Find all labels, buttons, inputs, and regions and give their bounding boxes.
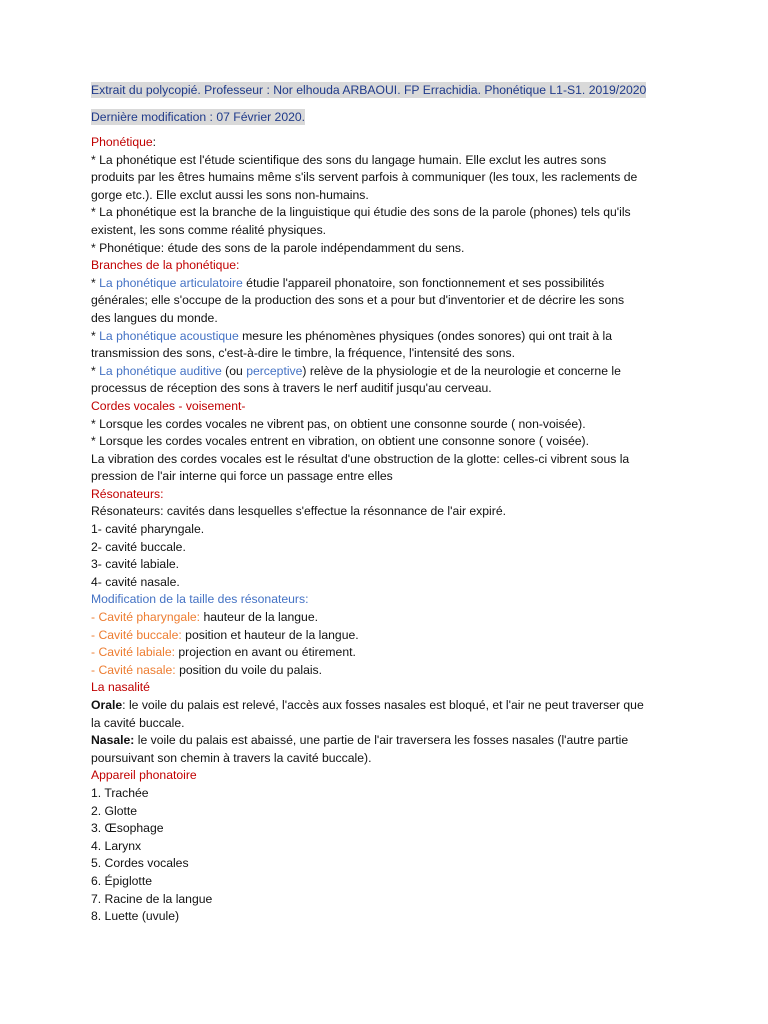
list-item: 3- cavité labiale. xyxy=(91,557,180,572)
section-title-appareil: Appareil phonatoire xyxy=(91,768,197,783)
list-item: 5. Cordes vocales xyxy=(91,856,189,871)
list-item: - Cavité labiale: projection en avant ou étirement. xyxy=(91,645,356,660)
document-content xyxy=(91,82,691,926)
paragraph-line: Résonateurs: cavités dans lesquelles s'effectue la résonnance de l'air expiré. xyxy=(91,504,506,519)
paragraph-line: * La phonétique articulatoire étudie l'appareil phonatoire, son fonctionnement et ses possibilités xyxy=(91,275,605,290)
paragraph-line: * Lorsque les cordes vocales ne vibrent pas, on obtient une consonne sourde ( non-voisée). xyxy=(91,416,586,431)
section-title-resonateurs: Résonateurs: xyxy=(91,486,164,501)
subsection-title-modification: Modification de la taille des résonateurs: xyxy=(91,592,309,607)
paragraph-line: * Phonétique: étude des sons de la parole indépendamment du sens. xyxy=(91,240,465,255)
paragraph-line: Nasale: le voile du palais est abaissé, une partie de l'air traversera les fosses nasales (l'autre partie xyxy=(91,733,629,748)
paragraph-line: transmission des sons, c'est-à-dire le timbre, la fréquence, l'intensité des sons. xyxy=(91,346,515,361)
list-item: 2- cavité buccale. xyxy=(91,539,186,554)
section-title-phonetique: Phonétique: xyxy=(91,135,157,149)
list-item: 3. Œsophage xyxy=(91,821,164,836)
header-source: Extrait du polycopié. Professeur : Nor elhouda ARBAOUI. FP Errachidia. Phonétique L1-S1. 2019/2020 xyxy=(91,83,647,97)
section-title-branches: Branches de la phonétique: xyxy=(91,258,240,273)
list-item: - Cavité buccale: position et hauteur de la langue. xyxy=(91,627,359,642)
term-perceptive: perceptive xyxy=(246,363,303,378)
list-item: 4. Larynx xyxy=(91,838,142,853)
list-item: 7. Racine de la langue xyxy=(91,891,213,906)
list-item: - Cavité pharyngale: hauteur de la langue. xyxy=(91,610,318,625)
paragraph-line: produits par les êtres humains même s'ils servent parfois à communiquer (les toux, les raclements de xyxy=(91,170,638,185)
paragraph-line: pression de l'air interne qui force un passage entre elles xyxy=(91,469,393,484)
paragraph-line: * La phonétique acoustique mesure les phénomènes physiques (ondes sonores) qui ont trait à la xyxy=(91,328,613,343)
paragraph-line: * La phonétique est la branche de la linguistique qui étudie des sons de la parole (phones) tels qu'ils xyxy=(91,205,631,220)
paragraph-line: * Lorsque les cordes vocales entrent en vibration, on obtient une consonne sonore ( voisée). xyxy=(91,434,589,449)
term-auditive: La phonétique auditive xyxy=(99,363,222,378)
header-line-2 xyxy=(91,109,691,126)
paragraph-line: générales; elle s'occupe de la production des sons et a pour but d'inventorier et de décrire les sons xyxy=(91,293,625,308)
paragraph-line: gorge etc.). Elle exclut aussi les sons non-humains. xyxy=(91,187,369,202)
list-item: 6. Épiglotte xyxy=(91,873,152,888)
list-item: 8. Luette (uvule) xyxy=(91,909,180,924)
list-item: 2. Glotte xyxy=(91,803,138,818)
paragraph-line: la cavité buccale. xyxy=(91,715,185,730)
paragraph-line: existent, les sons comme réalité physiques. xyxy=(91,222,327,237)
paragraph-line: La vibration des cordes vocales est le résultat d'une obstruction de la glotte: celles-ci vibrent sous la xyxy=(91,451,630,466)
paragraph-line: * La phonétique est l'étude scientifique des sons du langage humain. Elle exclut les autres sons xyxy=(91,152,607,167)
section-title-cordes-vocales: Cordes vocales - voisement- xyxy=(91,398,246,413)
paragraph-line: Orale: le voile du palais est relevé, l'accès aux fosses nasales est bloqué, et l'air ne peut traverser que xyxy=(91,698,644,712)
paragraph-line: processus de réception des sons à travers le nerf auditif jusqu'au cerveau. xyxy=(91,381,492,396)
term-articulatoire: La phonétique articulatoire xyxy=(99,275,243,290)
header-line-1 xyxy=(91,82,691,99)
paragraph-line: des langues du monde. xyxy=(91,310,218,325)
paragraph-line: * La phonétique auditive (ou perceptive) relève de la physiologie et de la neurologie et concerne le xyxy=(91,363,621,378)
list-item: - Cavité nasale: position du voile du palais. xyxy=(91,662,323,677)
header-modified-date: Dernière modification : 07 Février 2020. xyxy=(91,110,306,124)
term-acoustique: La phonétique acoustique xyxy=(99,328,239,343)
list-item: 4- cavité nasale. xyxy=(91,574,180,589)
paragraph-line: poursuivant son chemin à travers la cavité buccale). xyxy=(91,750,372,765)
list-item: 1. Trachée xyxy=(91,785,149,800)
list-item: 1- cavité pharyngale. xyxy=(91,522,205,537)
section-title-nasalite: La nasalité xyxy=(91,680,150,695)
